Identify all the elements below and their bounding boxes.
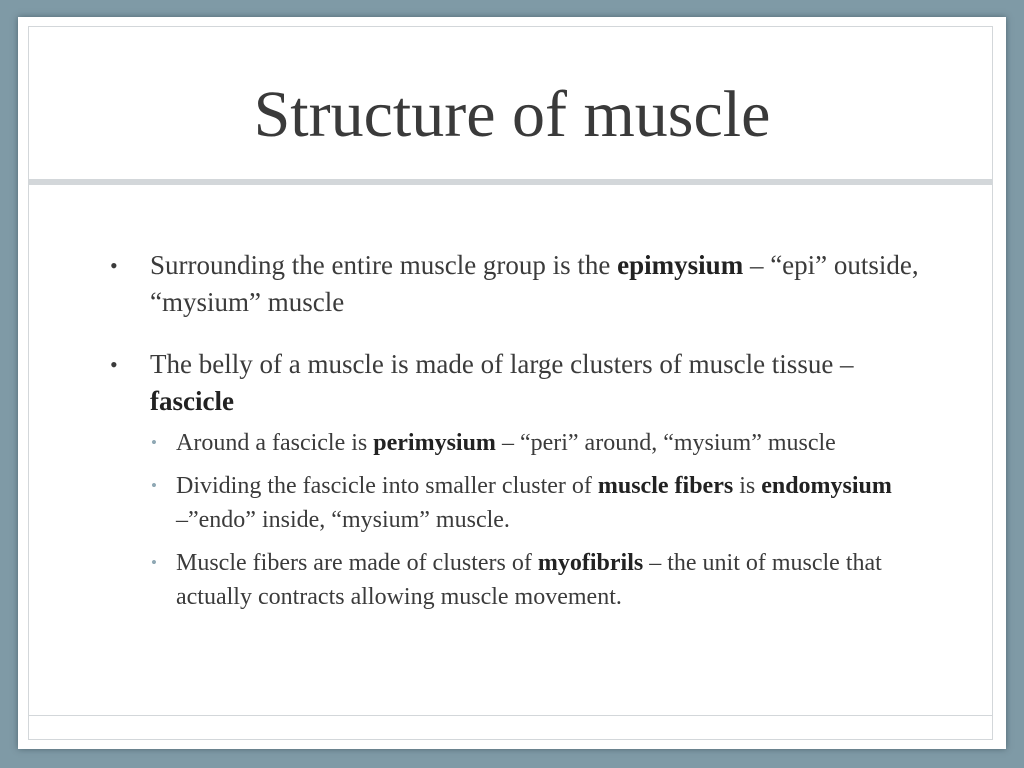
footer-divider <box>29 715 993 716</box>
subbullet-myofibrils <box>108 546 928 614</box>
bullet-fascicle <box>108 346 928 420</box>
term-muscle-fibers: muscle fibers <box>597 473 734 499</box>
subbullet-text: Dividing the fascicle into smaller cluster of <box>176 473 598 499</box>
term-epimysium: epimysium <box>617 250 744 280</box>
term-myofibrils: myofibrils <box>537 550 644 576</box>
subbullet-marker: • <box>151 553 157 572</box>
subbullet-perimysium <box>108 426 928 460</box>
bullet-text: – “epi” outside, “mysium” muscle <box>150 250 919 317</box>
slide <box>18 17 1006 749</box>
term-fascicle: fascicle <box>150 386 234 416</box>
bullet-text: Surrounding the entire muscle group is the <box>150 250 618 280</box>
title-divider <box>29 179 993 185</box>
term-endomysium: endomysium <box>761 473 892 499</box>
subbullet-text: –”endo” inside, “mysium” muscle. <box>176 507 510 533</box>
bullet-epimysium <box>108 247 928 321</box>
bullet-marker: • <box>110 253 118 278</box>
subbullet-marker: • <box>151 433 157 452</box>
subbullet-text: is <box>733 473 762 499</box>
subbullet-endomysium <box>108 469 928 537</box>
bullet-marker: • <box>110 352 118 377</box>
subbullet-text: Around a fascicle is <box>176 430 374 456</box>
slide-body <box>108 247 928 623</box>
slide-title: Structure of muscle <box>253 78 771 151</box>
term-perimysium: perimysium <box>373 430 496 456</box>
bullet-text: The belly of a muscle is made of large clusters of muscle tissue – <box>150 349 854 379</box>
subbullet-text: – the unit of muscle that actually contracts allowing muscle movement. <box>176 550 882 610</box>
subbullet-marker: • <box>151 476 157 495</box>
subbullet-text: – “peri” around, “mysium” muscle <box>495 430 836 456</box>
subbullet-text: Muscle fibers are made of clusters of <box>176 550 538 576</box>
